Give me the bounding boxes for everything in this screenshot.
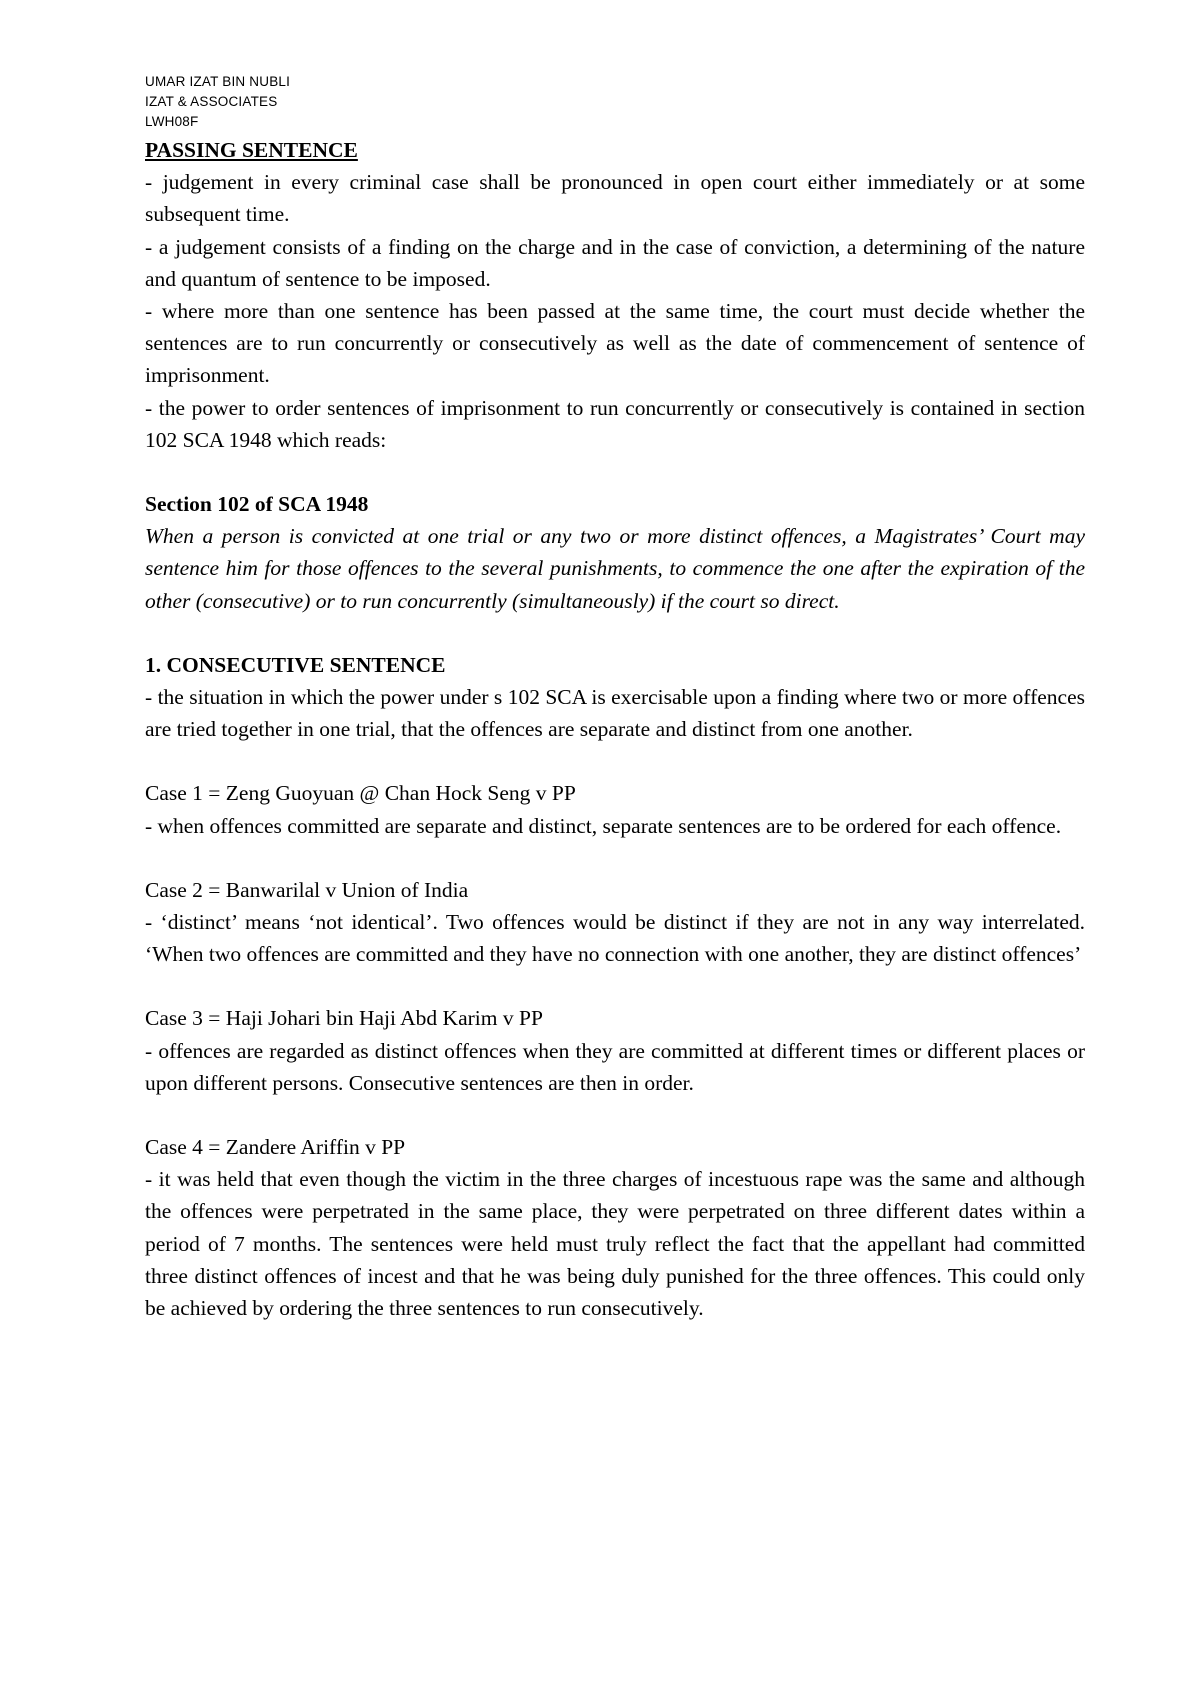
document-page (145, 72, 1085, 1324)
spacer (145, 1099, 1085, 1131)
intro-paragraph: - judgement in every criminal case shall be pronounced in open court either immediately or at some subsequent time. (145, 170, 1085, 227)
case-title: Case 1 = Zeng Guoyuan @ Chan Hock Seng v PP (145, 781, 576, 806)
spacer (145, 970, 1085, 1002)
case-title: Case 2 = Banwarilal v Union of India (145, 877, 469, 902)
case-text: - ‘distinct’ means ‘not identical’. Two offences would be distinct if they are not in any way interrelated. ‘When two offences are committed and they have no connection with one another, they are distinct offences’ (145, 910, 1085, 967)
consecutive-text: - the situation in which the power under s 102 SCA is exercisable upon a finding where two or more offences are tried together in one trial, that the offences are separate and distinct from one another. (145, 685, 1085, 742)
document-body (145, 134, 1085, 1324)
firm-name: IZAT & ASSOCIATES (145, 94, 278, 109)
spacer (145, 456, 1085, 488)
consecutive-heading: 1. CONSECUTIVE SENTENCE (145, 652, 446, 677)
case-title: Case 4 = Zandere Ariffin v PP (145, 1135, 406, 1160)
author-name: UMAR IZAT BIN NUBLI (145, 74, 291, 89)
case-text: - it was held that even though the victim in the three charges of incestuous rape was the same and although the offences were perpetrated in the same place, they were perpetrated on three different dates within a period of 7 months. The sentences were held must truly reflect the fact that the appellant had committed three distinct offences of incest and that he was being duly punished for the three offences. This could only be achieved by ordering the three sentences to run consecutively. (145, 1167, 1085, 1321)
document-header (145, 72, 1085, 132)
case-text: - offences are regarded as distinct offences when they are committed at different times or different places or upon different persons. Consecutive sentences are then in order. (145, 1038, 1085, 1095)
spacer (145, 842, 1085, 874)
case-text: - when offences committed are separate and distinct, separate sentences are to be ordered for each offence. (145, 813, 1062, 838)
course-code: LWH08F (145, 114, 199, 129)
page-title: PASSING SENTENCE (145, 138, 358, 162)
section-heading: Section 102 of SCA 1948 (145, 492, 369, 517)
case-title: Case 3 = Haji Johari bin Haji Abd Karim v PP (145, 1006, 543, 1031)
intro-paragraph: - where more than one sentence has been passed at the same time, the court must decide whether the sentences are to run concurrently or consecutively as well as the date of commencement of sentence of imprisonment. (145, 299, 1085, 388)
spacer (145, 617, 1085, 649)
section-quote: When a person is convicted at one trial or any two or more distinct offences, a Magistrates’ Court may sentence him for those offences to the several punishments, to commence the one after the expiration of the other (consecutive) or to run concurrently (simultaneously) if the court so direct. (145, 524, 1085, 613)
intro-paragraph: - the power to order sentences of imprisonment to run concurrently or consecutively is contained in section 102 SCA 1948 which reads: (145, 395, 1085, 452)
spacer (145, 745, 1085, 777)
intro-paragraph: - a judgement consists of a finding on the charge and in the case of conviction, a determining of the nature and quantum of sentence to be imposed. (145, 234, 1085, 291)
